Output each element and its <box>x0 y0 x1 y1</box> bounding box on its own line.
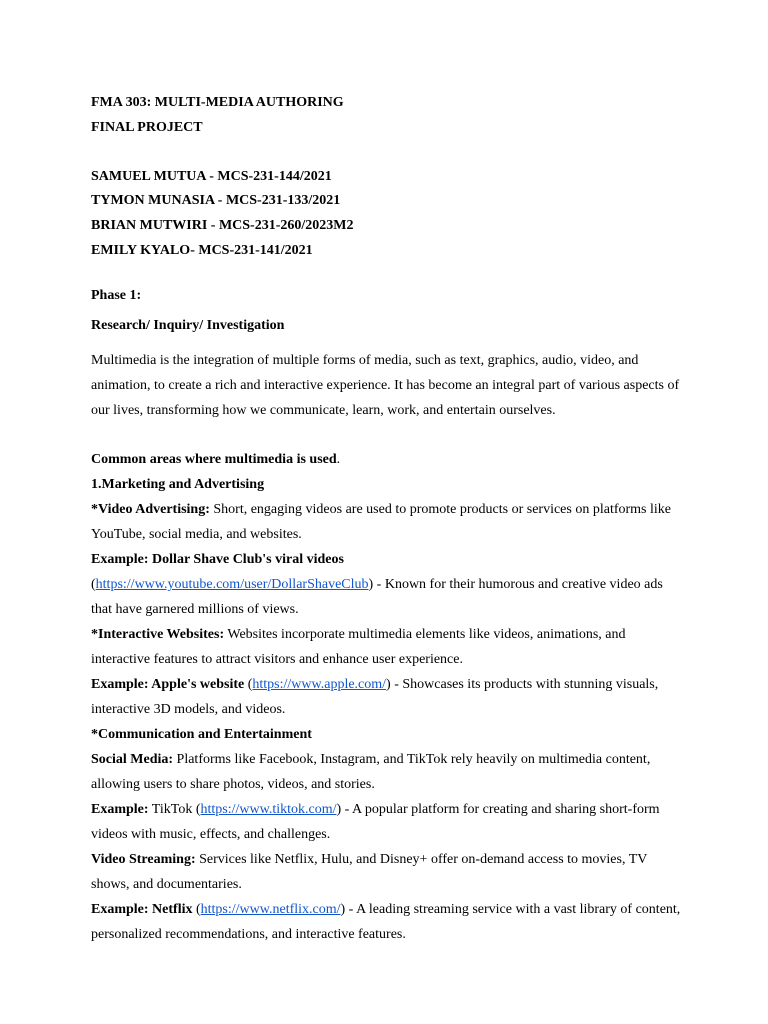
spacer <box>91 423 681 448</box>
intro-paragraph: Multimedia is the integration of multiple forms of media, such as text, graphics, audio, video, and animation, to create a rich and interactive experience. It has become an integral part of various aspects of our lives, transforming how we communicate, learn, work, and entertain ourselves. <box>91 352 680 418</box>
phase-title: Phase 1: <box>91 287 142 303</box>
dollarshaveclub-link[interactable]: https://www.youtube.com/user/DollarShaveClub <box>95 577 369 593</box>
tiktok-link[interactable]: https://www.tiktok.com/ <box>200 802 337 818</box>
video-advertising-label: *Video Advertising: <box>91 502 210 518</box>
section-marketing-heading: 1.Marketing and Advertising <box>91 477 265 493</box>
heading-period: . <box>336 452 341 468</box>
social-media-label: Social Media: <box>91 752 174 768</box>
paren-open: ( <box>244 677 253 693</box>
member-3: BRIAN MUTWIRI - MCS-231-260/2023M2 <box>91 217 354 233</box>
example-2-label: Example: Apple's website <box>91 677 245 693</box>
paren-open: ( <box>192 902 201 918</box>
example-2-paragraph <box>91 672 681 722</box>
member-2: TYMON MUNASIA - MCS-231-133/2021 <box>91 193 341 209</box>
example-4-text: ) - A leading streaming service with a vast library of content, personalized recommendations, and interactive features. <box>91 902 681 943</box>
spacer <box>91 263 681 288</box>
common-areas-heading-text: Common areas where multimedia is used <box>91 452 337 468</box>
section-communication-heading: *Communication and Entertainment <box>91 727 312 743</box>
spacer <box>91 140 681 165</box>
example-3-text: ) - A popular platform for creating and sharing short-form videos with music, effects, and challenges. <box>91 802 660 843</box>
netflix-link[interactable]: https://www.netflix.com/ <box>200 902 341 918</box>
example-1-label: Example: Dollar Shave Club's viral videos <box>91 552 344 568</box>
video-advertising-paragraph <box>91 497 681 547</box>
video-streaming-text: Services like Netflix, Hulu, and Disney+ offer on-demand access to movies, TV shows, and documentaries. <box>91 852 648 893</box>
example-2-text: ) - Showcases its products with stunning visuals, interactive 3D models, and videos. <box>91 677 659 718</box>
project-title: FINAL PROJECT <box>91 119 203 135</box>
example-1-text: ) - Known for their humorous and creative video ads that have garnered millions of views. <box>91 577 663 618</box>
phase-subtitle: Research/ Inquiry/ Investigation <box>91 317 285 333</box>
common-areas-heading <box>91 447 681 472</box>
example-3-paragraph <box>91 797 681 847</box>
interactive-websites-label: *Interactive Websites: <box>91 627 225 643</box>
interactive-websites-paragraph <box>91 622 681 672</box>
paren-open: ( <box>91 577 96 593</box>
video-streaming-label: Video Streaming: <box>91 852 196 868</box>
document-body <box>91 91 681 947</box>
video-streaming-paragraph <box>91 847 681 897</box>
social-media-paragraph <box>91 747 681 797</box>
example-3-label: Example: <box>91 802 149 818</box>
course-title: FMA 303: MULTI-MEDIA AUTHORING <box>91 95 344 110</box>
member-4: EMILY KYALO- MCS-231-141/2021 <box>91 242 313 258</box>
member-1: SAMUEL MUTUA - MCS-231-144/2021 <box>91 168 332 184</box>
example-4-label: Example: Netflix <box>91 902 193 918</box>
social-media-text: Platforms like Facebook, Instagram, and TikTok rely heavily on multimedia content, allowing users to share photos, videos, and stories. <box>91 752 651 793</box>
video-advertising-text: Short, engaging videos are used to promote products or services on platforms like YouTube, social media, and websites. <box>91 502 671 543</box>
example-1-paragraph <box>91 572 681 622</box>
example-4-paragraph <box>91 897 681 947</box>
interactive-websites-text: Websites incorporate multimedia elements like videos, animations, and interactive features to attract visitors and enhance user experience. <box>91 627 626 668</box>
apple-link[interactable]: https://www.apple.com/ <box>252 677 387 693</box>
example-3-mid: TikTok ( <box>148 802 201 818</box>
